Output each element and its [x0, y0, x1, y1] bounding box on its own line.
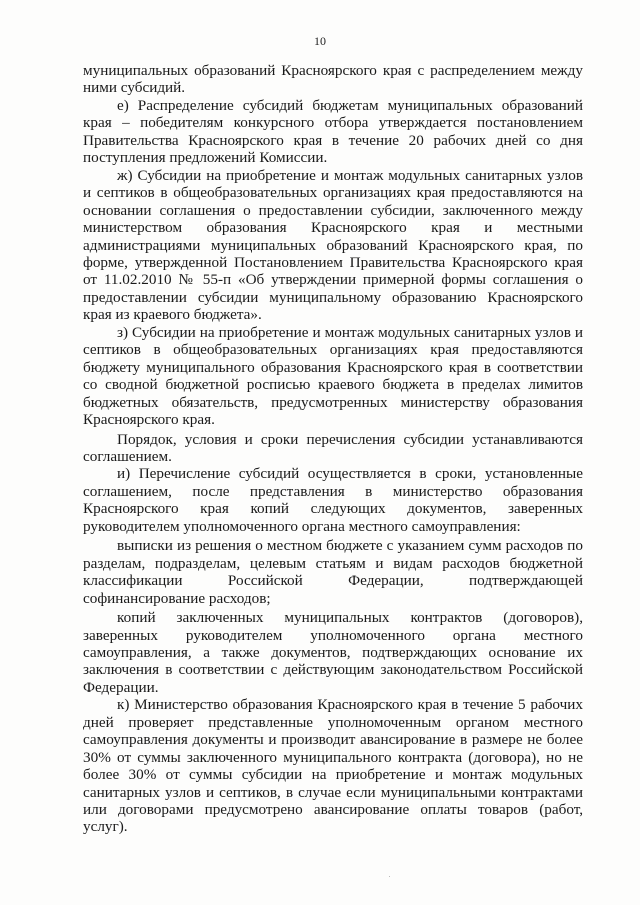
page-number: 10	[314, 34, 326, 48]
scan-speck	[389, 876, 390, 877]
paragraph-item-z: з) Субсидии на приобретение и монтаж модульных санитарных узлов и септиков в общеобразовательных организациях края предоставляются бюджету муниципального образования Красноярского края в соответствии со сводной бюджетной росписью краевого бюджета в пределах лимитов бюджетных обязательств, предусмотренных министерству образования Красноярского края.	[83, 323, 583, 429]
document-body	[83, 62, 583, 836]
paragraph-budget-extract: выписки из решения о местном бюджете с указанием сумм расходов по разделам, подразделам, целевым статьям и видам расходов бюджетной классификации Российской Федерации, подтверждающей софинансирование расходов;	[83, 537, 583, 607]
paragraph-item-zh: ж) Субсидии на приобретение и монтаж модульных санитарных узлов и септиков в общеобразовательных организациях края предоставляются на основании соглашения о предоставлении субсидии, заключенного между министерством образования Красноярского края и местными администрациями муниципальных образований Красноярского края, по форме, утвержденной Постановлением Правительства Красноярского края от 11.02.2010 № 55-п «Об утверждении примерной формы соглашения о предоставлении субсидии муниципальному образованию Красноярского края из краевого бюджета».	[83, 166, 583, 324]
paragraph-item-k: к) Министерство образования Красноярского края в течение 5 рабочих дней проверяет представленные уполномоченным органом местного самоуправления документы и производит авансирование в размере не более 30% от суммы заключенного муниципального контракта (договора), но не более 30% от суммы субсидии на приобретение и монтаж модульных санитарных узлов и септиков, в случае если муниципальными контрактами или договорами предусмотрено авансирование оплаты товаров (работ, услуг).	[83, 696, 583, 836]
paragraph-item-e: е) Распределение субсидий бюджетам муниципальных образований края – победителям конкурсного отбора утверждается постановлением Правительства Красноярского края в течение 20 рабочих дней со дня поступления предложений Комиссии.	[83, 96, 583, 167]
paragraph-continuation: муниципальных образований Красноярского края с распределением между ними субсидий.	[83, 62, 583, 97]
paragraph-procedure: Порядок, условия и сроки перечисления субсидии устанавливаются соглашением.	[83, 430, 583, 465]
paragraph-contract-copies: копий заключенных муниципальных контрактов (договоров), заверенных руководителем уполномоченного органа местного самоуправления, а также документов, подтверждающих основание их заключения в соответствии с действующим законодательством Российской Федерации.	[83, 609, 583, 696]
paragraph-item-i: и) Перечисление субсидий осуществляется в сроки, установленные соглашением, после представления в министерство образования Красноярского края копий следующих документов, заверенных руководителем уполномоченного органа местного самоуправления:	[83, 465, 583, 535]
